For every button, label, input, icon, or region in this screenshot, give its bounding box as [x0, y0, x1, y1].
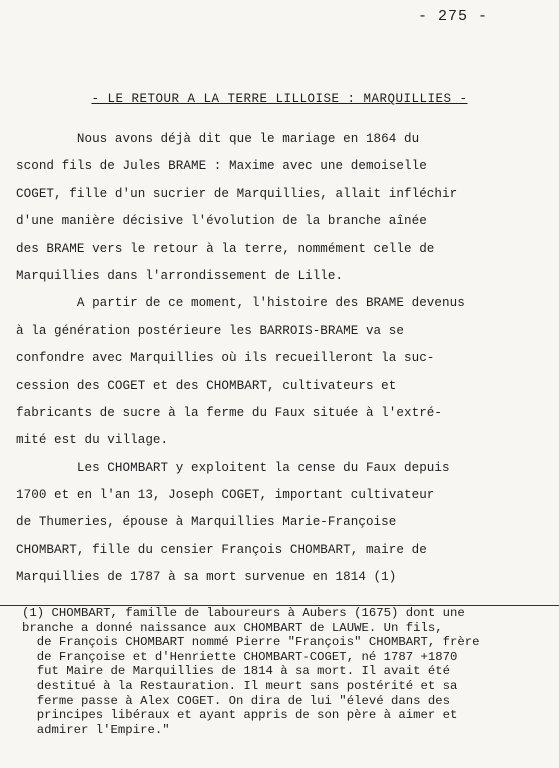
body-line: cession des COGET et des CHOMBART, cultivateurs et — [16, 378, 397, 393]
footnote-line: de François CHOMBART nommé Pierre "François" CHOMBART, frère — [22, 635, 480, 650]
body-line: Nous avons déjà dit que le mariage en 1864 du — [16, 132, 420, 146]
body-line: Marquillies dans l'arrondissement de Lille. — [16, 268, 344, 283]
body-line: confondre avec Marquillies où ils recueilleront la suc- — [16, 351, 435, 366]
body-line: Les CHOMBART y exploitent la cense du Faux depuis — [16, 460, 450, 475]
body-line: CHOMBART, fille du censier François CHOMBART, maire de — [16, 542, 427, 557]
body-line: COGET, fille d'un sucrier de Marquillies, allait infléchir — [16, 186, 458, 201]
body-text — [16, 126, 546, 592]
body-line: A partir de ce moment, l'histoire des BRAME devenus — [16, 296, 465, 311]
body-line: mité est du village. — [16, 433, 169, 448]
footnote-line: admirer l'Empire." — [22, 722, 170, 737]
body-line: Marquillies de 1787 à sa mort survenue en 1814 (1) — [16, 570, 397, 585]
footnote-line: principes libéraux et ayant appris de son père à aimer et — [22, 708, 458, 723]
body-line: d'une manière décisive l'évolution de la branche aînée — [16, 214, 427, 229]
chapter-title: - LE RETOUR A LA TERRE LILLOISE : MARQUILLIES - — [91, 92, 468, 106]
body-line: de Thumeries, épouse à Marquillies Marie-Françoise — [16, 515, 397, 530]
footnote-line: destitué à la Restauration. Il meurt sans postérité et sa — [22, 678, 458, 693]
footnote-line: ferme passe à Alex COGET. On dira de lui "élevé dans des — [22, 693, 451, 708]
footnote-line: de Françoise et d'Henriette CHOMBART-COGET, né 1787 +1870 — [22, 649, 458, 664]
body-line: 1700 et en l'an 13, Joseph COGET, important cultivateur — [16, 488, 435, 503]
footnote — [22, 606, 552, 737]
body-line: à la génération postérieure les BARROIS-BRAME va se — [16, 323, 404, 338]
body-line: des BRAME vers le retour à la terre, nommément celle de — [16, 241, 435, 256]
footnote-line: branche a donné naissance aux CHOMBART de LAUWE. Un fils, — [22, 620, 443, 635]
body-line: fabricants de sucre à la ferme du Faux située à l'extré- — [16, 405, 443, 420]
body-line: scond fils de Jules BRAME : Maxime avec une demoiselle — [16, 159, 427, 174]
footnote-line: (1) CHOMBART, famille de laboureurs à Aubers (1675) dont une — [22, 606, 465, 620]
page-number: - 275 - — [418, 8, 489, 25]
footnote-line: fut Maire de Marquillies de 1814 à sa mort. Il avait été — [22, 664, 451, 679]
